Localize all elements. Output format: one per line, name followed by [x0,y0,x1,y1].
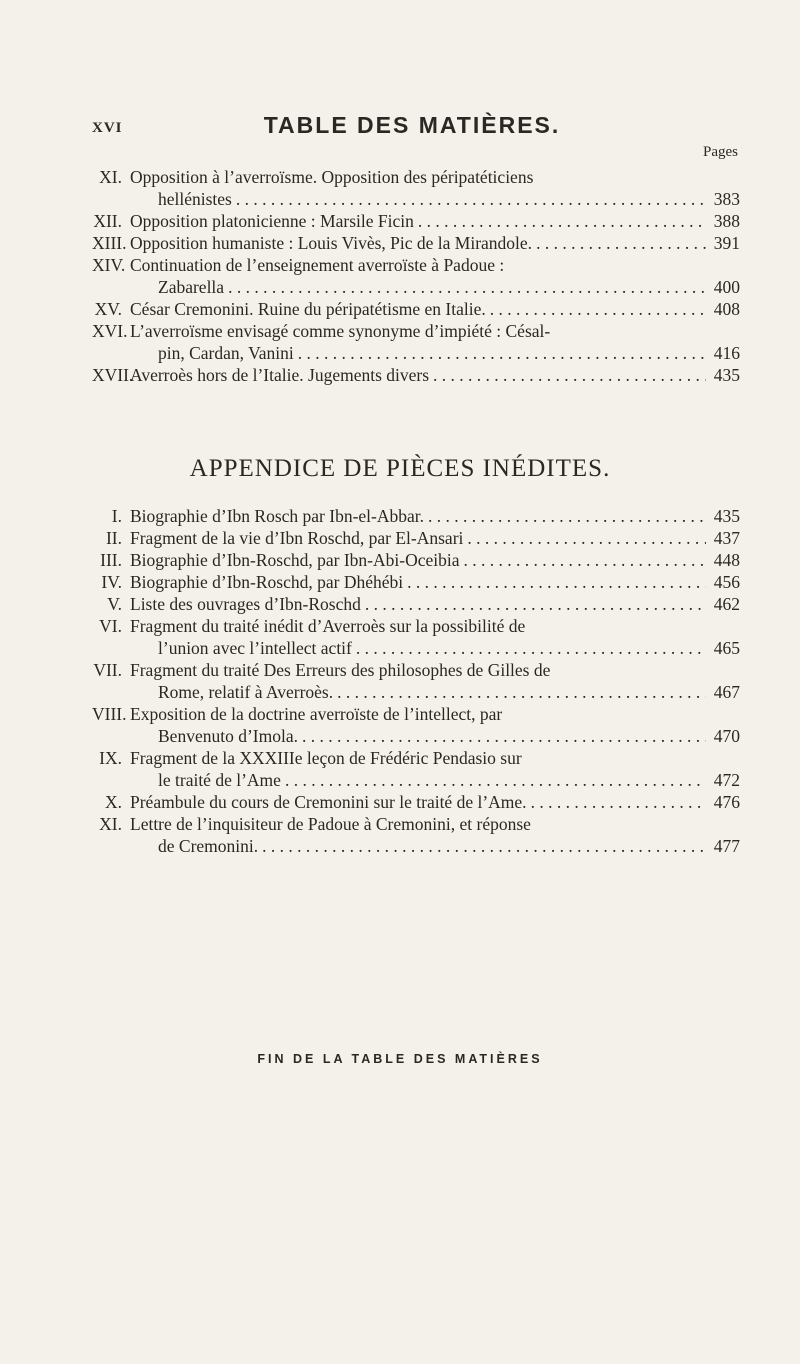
entry-text: Averroès hors de l’Italie. Jugements divers [130,365,430,385]
dot-leader [337,681,706,703]
dot-leader [428,505,706,527]
dot-leader [285,769,706,791]
entry-number: XII. [93,211,122,231]
entry-page: 437 [713,528,740,548]
page-header [92,112,732,146]
toc-entry [92,593,740,615]
dot-leader [236,188,706,210]
entry-page: 462 [713,594,740,614]
toc-entry [92,166,740,210]
end-of-toc-note: FIN DE LA TABLE DES MATIÈRES [257,1052,543,1066]
entry-text: Préambule du cours de Cremonini sur le traité de l’Ame. [130,792,527,812]
entry-text: Rome, relatif à Averroès. [158,682,334,702]
toc-entry [92,210,740,232]
pages-column-label: Pages [703,144,738,160]
toc-entry [92,527,740,549]
appendix-list [92,505,740,857]
entry-page: 435 [713,506,740,526]
dot-leader [407,571,706,593]
chapter-list [92,166,740,386]
entry-text: hellénistes [158,189,232,209]
entry-text: pin, Cardan, Vanini [158,343,294,363]
entry-number: VII. [93,660,122,680]
entry-page: 416 [713,343,740,363]
entry-text: Fragment du traité Des Erreurs des philosophes de Gilles de [130,660,551,680]
entry-page: 400 [713,277,740,297]
dot-leader [298,342,706,364]
toc-entry [92,703,740,747]
dot-leader [365,593,706,615]
entry-page: 456 [713,572,740,592]
entry-text: l’union avec l’intellect actif [158,638,352,658]
entry-page: 470 [713,726,740,746]
entry-number: XI. [99,814,122,834]
dot-leader [302,725,706,747]
entry-number: XVI. [92,321,128,341]
entry-text: Zabarella [158,277,225,297]
dot-leader [262,835,706,857]
entry-text: Biographie d’Ibn-Roschd, par Ibn-Abi-Oceibia [130,550,460,570]
entry-text: Lettre de l’inquisiteur de Padoue à Cremonini, et réponse [130,814,531,834]
toc-entry [92,791,740,813]
entry-text: Biographie d’Ibn Rosch par Ibn-el-Abbar. [130,506,425,526]
toc-entry [92,659,740,703]
entry-page: 472 [713,770,740,790]
entry-page: 476 [713,792,740,812]
dot-leader [228,276,706,298]
entry-number: IX. [99,748,122,768]
dot-leader [490,298,706,320]
entry-page: 467 [713,682,740,702]
toc-entry [92,615,740,659]
entry-page: 477 [713,836,740,856]
appendix-title: APPENDICE DE PIÈCES INÉDITES. [189,455,611,482]
toc-entry [92,298,740,320]
toc-entry [92,320,740,364]
entry-page: 465 [713,638,740,658]
entry-page: 391 [713,233,740,253]
entry-page: 388 [713,211,740,231]
entry-text: Opposition humaniste : Louis Vivès, Pic de la Mirandole. [130,233,533,253]
entry-number: I. [111,506,122,526]
entry-number: IV. [101,572,122,592]
entry-text: César Cremonini. Ruine du péripatétisme en Italie. [130,299,486,319]
entry-page: 408 [713,299,740,319]
toc-entry [92,813,740,857]
entry-text: Opposition à l’averroïsme. Opposition des péripatéticiens [130,167,534,187]
entry-page: 435 [713,365,740,385]
page-number: XVI [92,120,123,136]
dot-leader [531,791,706,813]
entry-text: le traité de l’Ame [158,770,281,790]
toc-entry [92,747,740,791]
dot-leader [433,364,706,386]
entry-number: II. [105,528,122,548]
entry-number: XI. [99,167,122,187]
toc-entry [92,505,740,527]
dot-leader [536,232,706,254]
entry-number: X. [104,792,122,812]
entry-text: de Cremonini. [158,836,259,856]
dot-leader [463,549,706,571]
dot-leader [418,210,706,232]
page-title: TABLE DES MATIÈRES. [263,112,561,138]
entry-text: Opposition platonicienne : Marsile Ficin [130,211,414,231]
toc-entry [92,254,740,298]
entry-number: VIII. [92,704,127,724]
toc-entry [92,549,740,571]
toc-entry [92,364,740,386]
dot-leader [467,527,706,549]
entry-number: III. [100,550,122,570]
entry-page: 383 [713,189,740,209]
entry-text: L’averroïsme envisagé comme synonyme d’impiété : Césal- [130,321,551,341]
toc-entry [92,571,740,593]
entry-text: Fragment du traité inédit d’Averroès sur la possibilité de [130,616,526,636]
entry-page: 448 [713,550,740,570]
toc-entry [92,232,740,254]
entry-text: Fragment de la XXXIIIe leçon de Frédéric Pendasio sur [130,748,522,768]
dot-leader [356,637,706,659]
entry-number: XIII. [92,233,127,253]
entry-number: V. [107,594,122,614]
entry-text: Exposition de la doctrine averroïste de l’intellect, par [130,704,503,724]
entry-number: XVII. [92,365,134,385]
entry-text: Fragment de la vie d’Ibn Roschd, par El-Ansari [130,528,464,548]
entry-number: XIV. [92,255,126,275]
entry-text: Liste des ouvrages d’Ibn-Roschd [130,594,361,614]
entry-text: Biographie d’Ibn-Roschd, par Dhéhébi [130,572,404,592]
entry-text: Continuation de l’enseignement averroïste à Padoue : [130,255,505,275]
entry-text: Benvenuto d’Imola. [158,726,298,746]
entry-number: XV. [94,299,122,319]
entry-number: VI. [99,616,122,636]
